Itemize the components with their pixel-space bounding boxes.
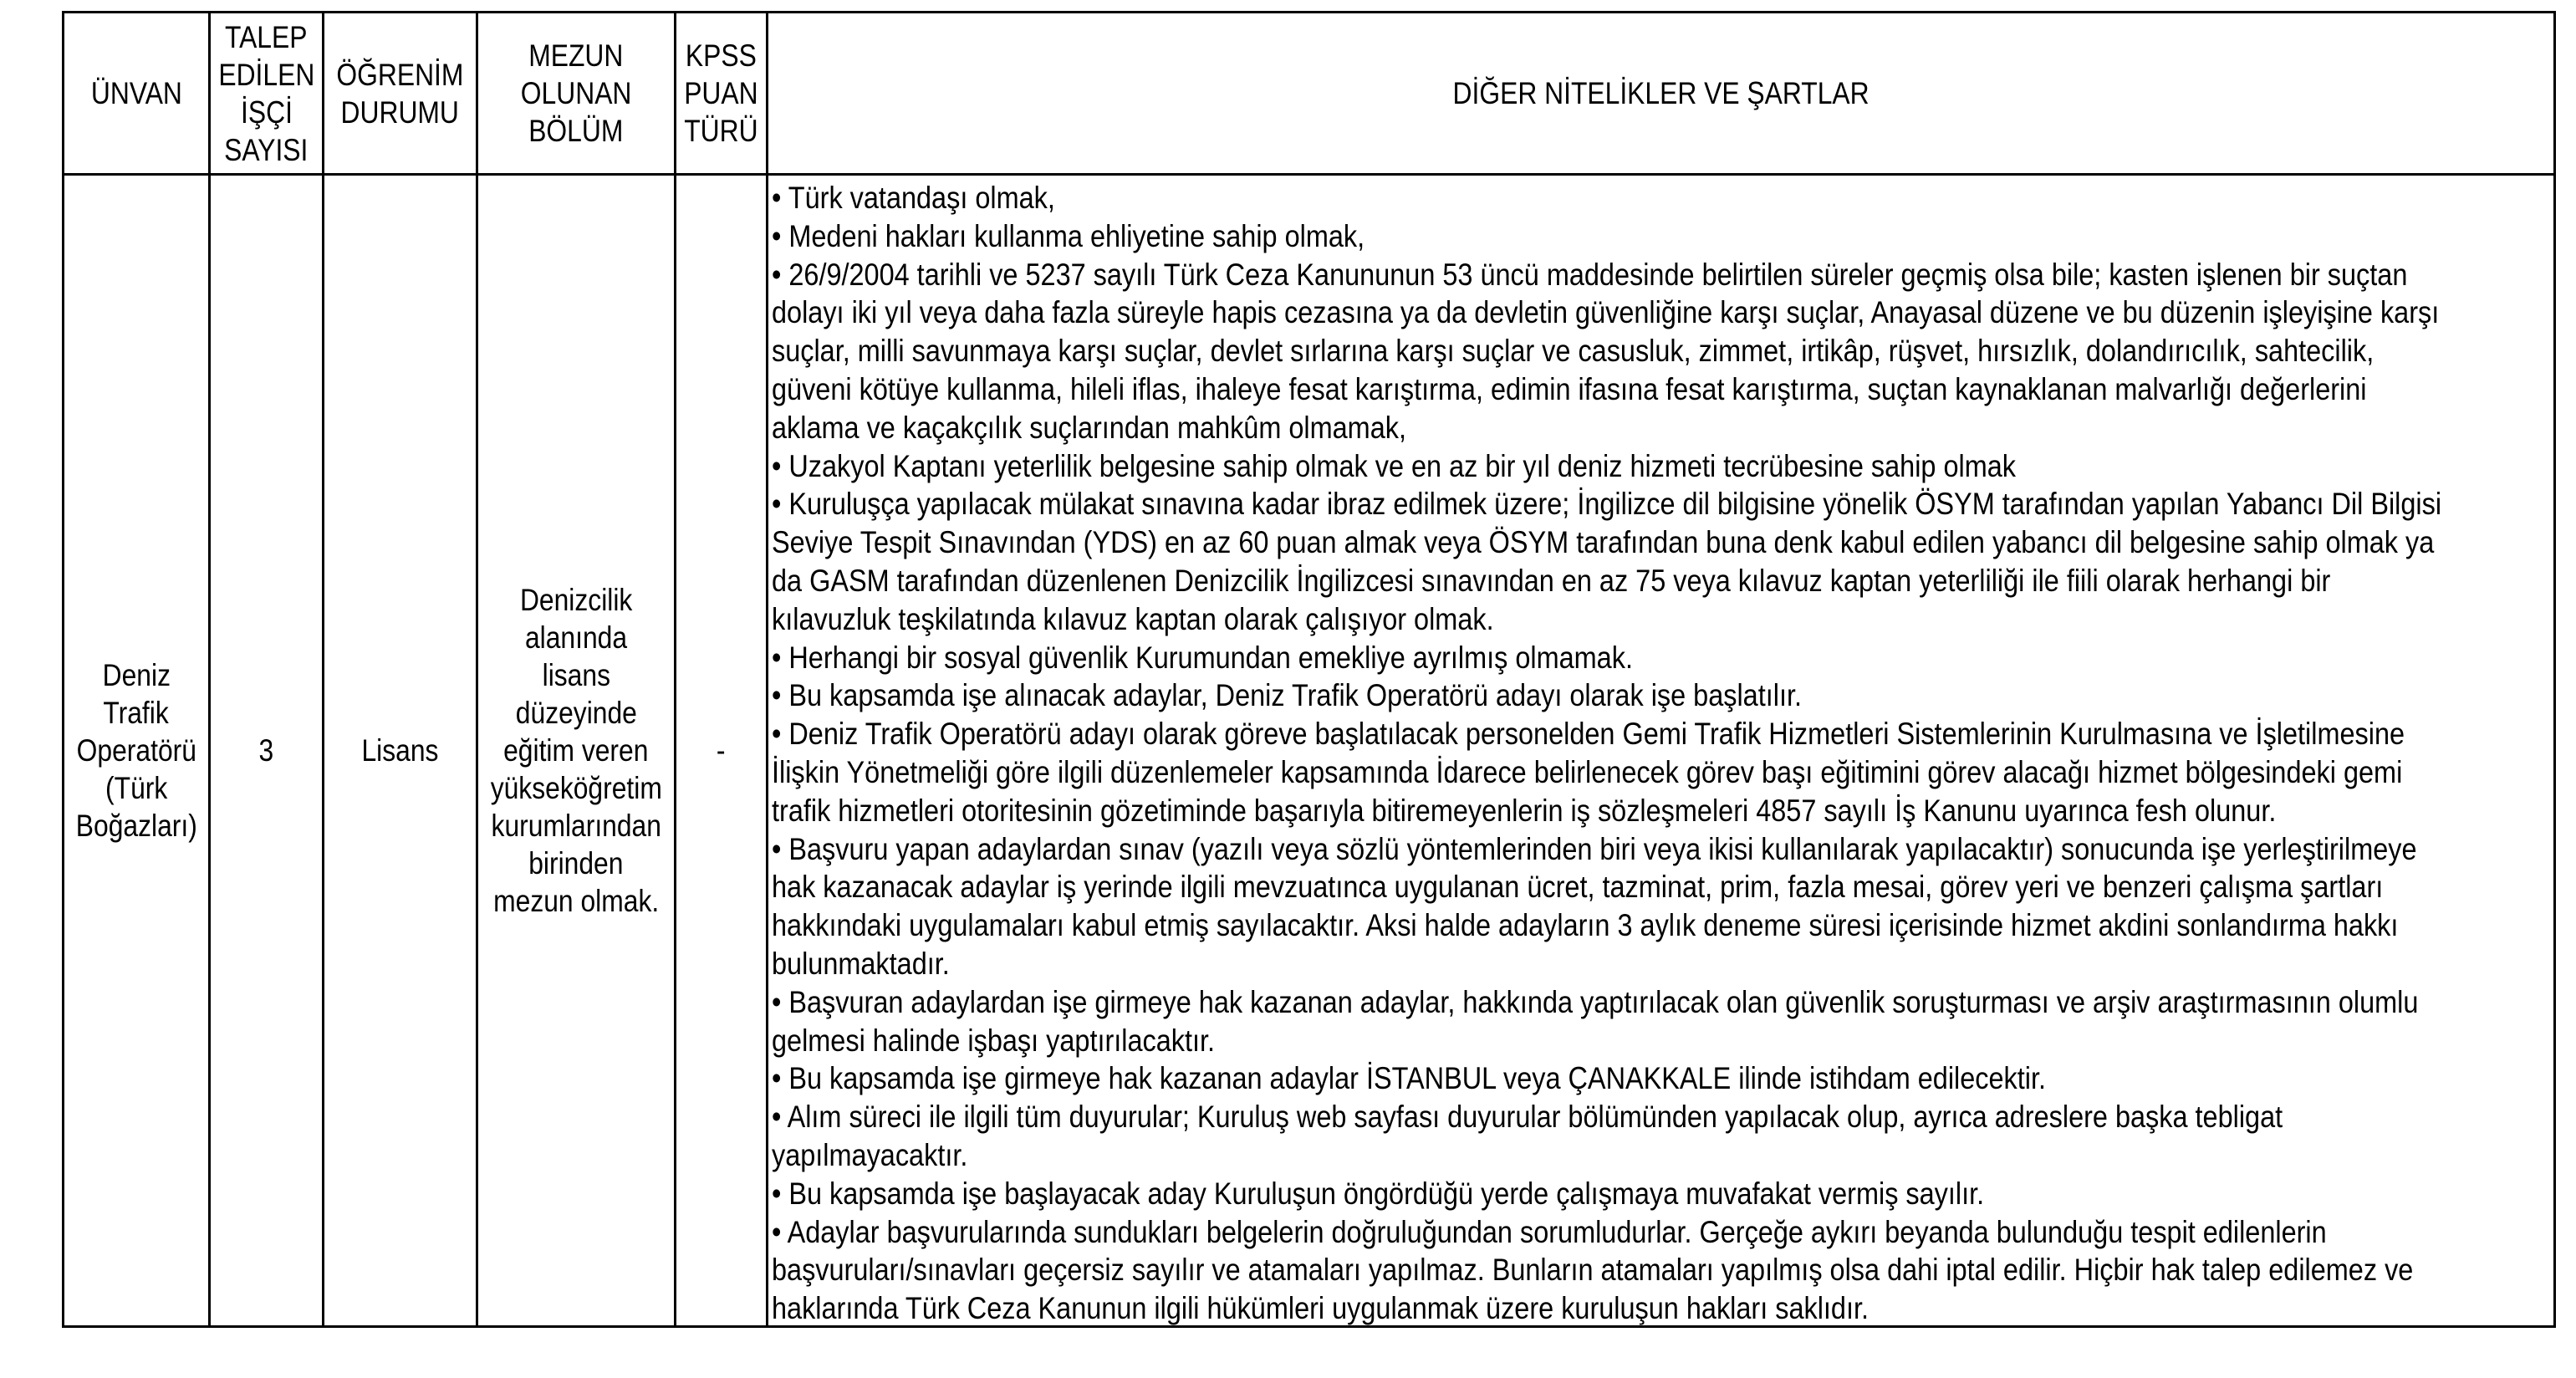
text-line: • Alım süreci ile ilgili tüm duyurular; Kuruluş web sayfası duyurular bölümünden yapılacak olup, ayrıca adreslere başka tebligat [772,1099,2283,1135]
text-line: İŞÇİ [240,94,293,130]
text-line: • Adaylar başvurularında sundukları belgelerin doğruluğundan sorumludurlar. Gerçeğe aykırı beyanda bulunduğu tespit edilenlerin [772,1213,2327,1249]
text-line: SAYISI [224,132,309,167]
text-line: Seviye Tespit Sınavından (YDS) en az 60 puan almak veya ÖSYM tarafından buna denk kabul edilen yabancı dil belgesine sahip olmak ya [772,524,2435,560]
text-line: Operatörü [76,733,196,768]
header-ogrenim-durumu [324,13,476,173]
text-line: MEZUN [528,38,624,73]
text-line: PUAN [684,76,758,110]
cell-mezun-bolum [478,176,674,1325]
text-line: Boğazları) [75,809,197,843]
cell-diger-nitelikler [772,179,2553,1328]
text-line: İlişkin Yönetmeliği göre ilgili düzenlemeler kapsamında İdarece belirlenecek görev başı eğitimini görev alacağı hizmet bölgesindeki gemi [772,753,2403,789]
cell-talep-sayisi [211,176,322,1325]
text-line: güveni kötüye kullanma, hileli iflas, ihaleye fesat karıştırma, edimin ifasına fesat karıştırma, suçtan kaynaklanan malvarlığı değerlerini [772,370,2367,406]
text-line: • Türk vatandaşı olmak, [772,180,1055,215]
text-line: düzeyinde [515,696,637,730]
text-line: bulunmaktadır. [772,945,950,981]
text-line: • Uzakyol Kaptanı yeterlilik belgesine sahip olmak ve en az bir yıl deniz hizmeti tecrübesine sahip olmak [772,447,2017,483]
text-line: yükseköğretim [490,771,662,805]
text-line: ÖĞRENİM [336,57,464,92]
job-requirements-table [62,11,2556,1328]
text-line: • Herhangi bir sosyal güvenlik Kurumundan emekliye ayrılmış olmamak. [772,639,1633,675]
text-line: ÜNVAN [90,76,182,110]
header-diger-nitelikler [768,13,2553,173]
header-kpss-puan-turu [676,13,766,173]
cell-ogrenim [324,176,476,1325]
header-mezun-olunan-bolum [478,13,674,173]
text-line: Trafik [103,696,170,730]
text-line: gelmesi halinde işbaşı yaptırılacaktır. [772,1022,1216,1058]
text-line: da GASM tarafından düzenlenen Denizcilik İngilizcesi sınavından en az 75 veya kılavuz kaptan yeterliliği ile fiili olarak herhangi bir [772,562,2331,598]
text-line: • Medeni hakları kullanma ehliyetine sahip olmak, [772,217,1365,253]
header-unvan [64,13,208,173]
text-line: kılavuzluk teşkilatında kılavuz kaptan olarak çalışıyor olmak. [772,600,1494,636]
text-line: suçlar, milli savunmaya karşı suçlar, devlet sırlarına karşı suçlar ve casusluk, zimmet, irtikâp, rüşvet, hırsızlık, dolandırıcılık, sahtecilik, [772,333,2375,369]
text-line: (Türk [105,771,168,805]
text-line: • Bu kapsamda işe alınacak adaylar, Deniz Trafik Operatörü adayı olarak işe başlatılır. [772,677,1803,713]
text-line: • Başvuru yapan adaylardan sınav (yazılı veya sözlü yöntemlerinden biri veya ikisi kullanılarak yapılacaktır) sonucunda işe yerleştirilmeye [772,830,2417,866]
text-line: trafik hizmetleri otoritesinin gözetiminde başarıyla bitiremeyenlerin iş sözleşmeleri 4857 sayılı İş Kanunu uyarınca fesh olunur. [772,792,2277,828]
text-line: mezun olmak. [492,884,660,918]
text-line: kurumlarından [491,809,661,843]
text-line: • Bu kapsamda işe başlayacak aday Kuruluşun öngördüğü yerde çalışmaya muvafakat vermiş sayılır. [772,1175,1985,1211]
text-line: • 26/9/2004 tarihli ve 5237 sayılı Türk Ceza Kanununun 53 üncü maddesinde belirtilen süreler geçmiş olsa bile; kasten işlenen bir suçtan [772,256,2408,292]
text-line: DURUMU [340,94,460,130]
text-line: hakkındaki uygulamaları kabul etmiş sayılacaktır. Aksi halde adayların 3 aylık deneme süresi içerisinde hizmet akdini sonlandırma hakkı [772,907,2399,943]
text-line: - [717,733,726,768]
column-divider [766,13,768,1325]
text-line: Deniz [102,658,171,692]
cell-unvan [64,176,208,1325]
text-line: başvuruları/sınavları geçersiz sayılır ve atamaları yapılmaz. Bunların atamaları yapılmış olsa dahi iptal edilir. Hiçbir hak talep edilemez ve [772,1252,2414,1288]
text-line: alanında [524,620,628,655]
text-line: OLUNAN [520,76,632,110]
text-line: KPSS [686,38,757,73]
text-line: Lisans [361,733,439,768]
text-line: • Kuruluşça yapılacak mülakat sınavına kadar ibraz edilmek üzere; İngilizce dil bilgisine yönelik ÖSYM tarafından yapılan Yabancı Dil Bilgisi [772,486,2442,522]
text-line: • Deniz Trafik Operatörü adayı olarak göreve başlatılacak personelden Gemi Trafik Hizmetleri Sistemlerinin Kurulmasına ve İşletilmesine [772,716,2405,752]
text-line: Denizcilik [519,583,633,617]
text-line: TÜRÜ [684,114,758,148]
text-line: BÖLÜM [528,114,624,148]
text-line: haklarında Türk Ceza Kanunun ilgili hükümleri uygulanmak üzere kuruluşun hakları saklıdır. [772,1290,1870,1326]
text-line: aklama ve kaçakçılık suçlarından mahkûm olmamak, [772,409,1406,445]
text-line: • Başvuran adaylardan işe girmeye hak kazanan adaylar, hakkında yaptırılacak olan güvenlik soruşturması ve arşiv araştırmasının olumlu [772,983,2419,1019]
cell-kpss [676,176,766,1325]
text-line: lisans [542,658,610,692]
header-talep-edilen-isci-sayisi [211,13,322,173]
text-line: EDİLEN [218,57,314,92]
text-line: eğitim veren [503,733,649,768]
text-line: hak kazanacak adaylar iş yerinde ilgili mevzuatınca uygulanan ücret, tazminat, prim, fazla mesai, görev yeri ve benzeri çalışma şartları [772,869,2384,905]
text-line: 3 [258,733,274,768]
text-line: dolayı iki yıl veya daha fazla süreyle hapis cezasına ya da devletin güvenliğine karşı suçlar, Anayasal düzene ve bu düzenin işleyişine karşı [772,294,2440,330]
text-line: yapılmayacaktır. [772,1136,968,1172]
text-line: DİĞER NİTELİKLER VE ŞARTLAR [1452,76,1870,110]
text-line: birinden [528,846,624,880]
text-line: • Bu kapsamda işe girmeye hak kazanan adaylar İSTANBUL veya ÇANAKKALE ilinde istihdam edilecektir. [772,1060,2047,1096]
text-line: TALEP [225,19,308,54]
